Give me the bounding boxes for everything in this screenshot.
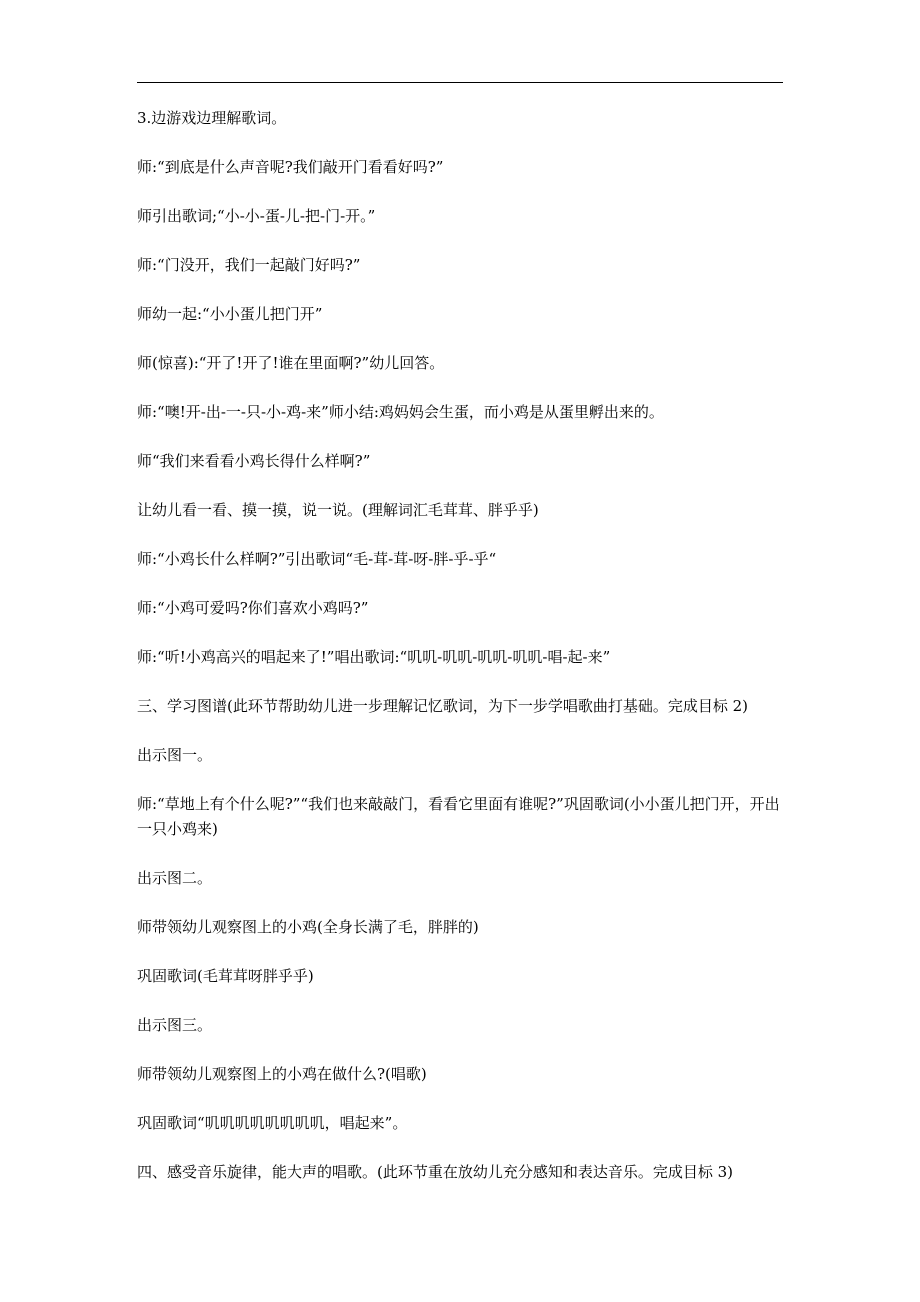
paragraph-8: 师“我们来看看小鸡长得什么样啊?” xyxy=(137,452,371,470)
paragraph-18: 巩固歌词(毛茸茸呀胖乎乎) xyxy=(137,967,314,985)
paragraph-10: 师:“小鸡长什么样啊?”引出歌词“毛-茸-茸-呀-胖-乎-乎“ xyxy=(137,550,497,568)
paragraph-1: 3.边游戏边理解歌词。 xyxy=(137,109,287,127)
paragraph-11: 师:“小鸡可爱吗?你们喜欢小鸡吗?” xyxy=(137,599,369,617)
paragraph-15: 师:“草地上有个什么呢?”“我们也来敲敲门，看看它里面有谁呢?”巩固歌词(小小蛋儿把门开，开出一只小鸡来) xyxy=(137,795,780,838)
paragraph-14: 出示图一。 xyxy=(137,746,213,764)
section-heading-4: 四、感受音乐旋律，能大声的唱歌。(此环节重在放幼儿充分感知和表达音乐。完成目标 3) xyxy=(137,1163,734,1181)
header-rule xyxy=(137,82,783,83)
paragraph-5: 师幼一起:“小小蛋儿把门开” xyxy=(137,305,323,323)
paragraph-16: 出示图二。 xyxy=(137,869,213,887)
paragraph-17: 师带领幼儿观察图上的小鸡(全身长满了毛，胖胖的) xyxy=(137,918,479,936)
paragraph-4: 师:“门没开，我们一起敲门好吗?” xyxy=(137,256,361,274)
section-heading-3: 三、学习图谱(此环节帮助幼儿进一步理解记忆歌词，为下一步学唱歌曲打基础。完成目标 2) xyxy=(137,697,749,715)
paragraph-6: 师(惊喜):“开了!开了!谁在里面啊?”幼儿回答。 xyxy=(137,354,445,372)
paragraph-7: 师:“噢!开-出-一-只-小-鸡-来”师小结:鸡妈妈会生蛋，而小鸡是从蛋里孵出来的。 xyxy=(137,403,664,421)
paragraph-3: 师引出歌词;“小-小-蛋-儿-把-门-开。” xyxy=(137,207,376,225)
paragraph-12: 师:“听!小鸡高兴的唱起来了!”唱出歌词:“叽叽-叽叽-叽叽-叽叽-唱-起-来” xyxy=(137,648,611,666)
paragraph-19: 出示图三。 xyxy=(137,1016,213,1034)
paragraph-21: 巩固歌词“叽叽叽叽叽叽叽叽，唱起来”。 xyxy=(137,1114,408,1132)
paragraph-2: 师:“到底是什么声音呢?我们敲开门看看好吗?” xyxy=(137,158,444,176)
paragraph-20: 师带领幼儿观察图上的小鸡在做什么?(唱歌) xyxy=(137,1065,427,1083)
paragraph-9: 让幼儿看一看、摸一摸，说一说。(理解词汇毛茸茸、胖乎乎) xyxy=(137,501,539,519)
document-body xyxy=(137,106,797,1209)
